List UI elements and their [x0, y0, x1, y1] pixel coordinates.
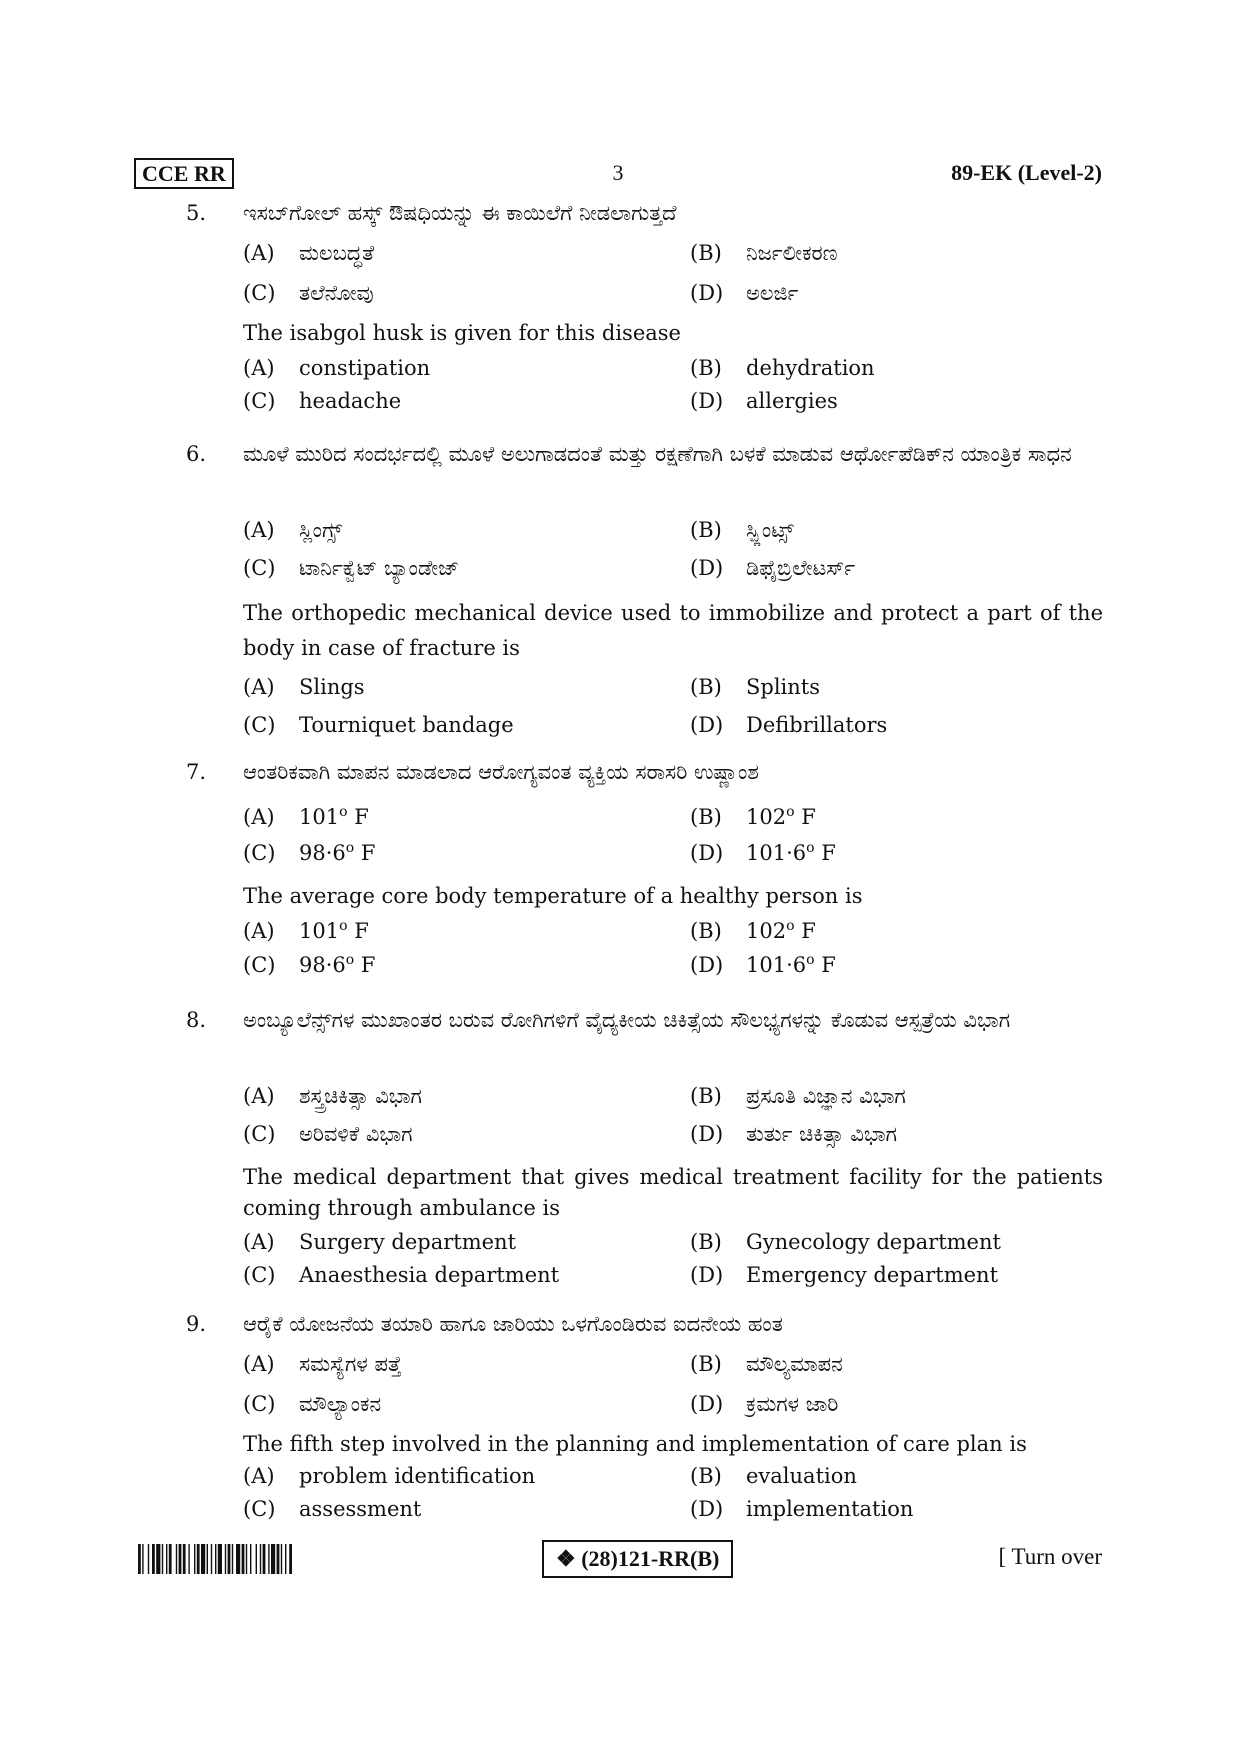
option-c: (C) $98\cdot 6^o$ F	[243, 840, 376, 865]
barcode-bar	[228, 1544, 231, 1574]
question-number: 6.	[186, 442, 207, 466]
option-b: (B) Splints	[690, 675, 821, 699]
question-number: 5.	[186, 201, 207, 225]
option-a: (A) Slings	[243, 675, 365, 699]
page-header	[134, 158, 1102, 192]
option-a: (A) Surgery department	[243, 1230, 517, 1254]
diamond-icon: ❖	[556, 1546, 576, 1571]
option-d: (D) Defibrillators	[690, 713, 888, 737]
option-b: (B) ನಿರ್ಜಲೀಕರಣ	[690, 241, 838, 265]
question-text-kn: ಆರೈಕೆ ಯೋಜನೆಯ ತಯಾರಿ ಹಾಗೂ ಜಾರಿಯು ಒಳಗೊಂಡಿರುವ ಐದನೇಯ ಹಂತ	[243, 1312, 783, 1336]
question-text-kn: ಅಂಬ್ಯೂಲೆನ್ಸ್‌ಗಳ ಮುಖಾಂತರ ಬರುವ ರೋಗಿಗಳಿಗೆ ವೈದ್ಯಕೀಯ ಚಿಕಿತ್ಸೆಯ ಸೌಲಭ್ಯಗಳನ್ನು ಕೊಡುವ ಆಸ್ಪತ್ರೆಯ ವಿಭಾಗ	[243, 1008, 1011, 1032]
option-a: (A) ಸ್ಲಿಂಗ್ಸ್	[243, 518, 343, 542]
barcode-bar	[232, 1544, 233, 1574]
barcode-bar	[152, 1544, 155, 1574]
paper-code: 89-EK (Level-2)	[951, 160, 1102, 185]
barcode-bar	[188, 1544, 189, 1574]
barcode-bar	[225, 1544, 226, 1574]
option-d: (D) ಅಲರ್ಜಿ	[690, 281, 799, 305]
barcode-bar	[218, 1544, 222, 1574]
barcode-bar	[148, 1544, 149, 1574]
barcode-bar	[271, 1544, 275, 1574]
option-a: (A) ಸಮಸ್ಯೆಗಳ ಪತ್ತೆ	[243, 1352, 402, 1376]
question-text-en: The medical department that gives medical treatment facility for the patients coming through ambulance is	[243, 1165, 1103, 1220]
barcode-bar	[256, 1544, 257, 1574]
barcode-bar	[156, 1544, 160, 1574]
barcode-bar	[281, 1544, 282, 1574]
option-a: (A) 101$^o$ F	[243, 918, 369, 943]
option-d: (D) $101\cdot 6^o$ F	[690, 952, 836, 977]
option-b: (B) evaluation	[690, 1464, 857, 1488]
option-b: (B) dehydration	[690, 356, 875, 380]
question-text-en: The isabgol husk is given for this disease	[243, 321, 681, 345]
option-c: (C) Anaesthesia department	[243, 1263, 560, 1287]
question-text-en: The orthopedic mechanical device used to immobilize and protect a part of the body in case of fracture is	[243, 601, 1103, 660]
option-a: (A) 101$^o$ F	[243, 804, 369, 829]
option-d: (D) ತುರ್ತು ಚಿಕಿತ್ಸಾ ವಿಭಾಗ	[690, 1122, 898, 1146]
option-a: (A) ಮಲಬದ್ಧತೆ	[243, 241, 375, 265]
barcode-bar	[246, 1544, 247, 1574]
barcode-bar	[242, 1544, 245, 1574]
barcode-bar	[138, 1544, 141, 1574]
option-d: (D) ಕ್ರಮಗಳ ಜಾರಿ	[690, 1392, 839, 1416]
turn-over-note: [ Turn over	[998, 1544, 1102, 1569]
barcode-bar	[211, 1544, 212, 1574]
question-text-kn: ಮೂಳೆ ಮುರಿದ ಸಂದರ್ಭದಲ್ಲಿ ಮೂಳೆ ಅಲುಗಾಡದಂತೆ ಮತ್ತು ರಕ್ಷಣೆಗಾಗಿ ಬಳಕೆ ಮಾಡುವ ಆರ್ಥೋಪೆಡಿಕ್‌ನ ಯಾಂತ್ರಿಕ ಸಾಧನ	[243, 442, 1072, 466]
option-b: (B) 102$^o$ F	[690, 918, 816, 943]
question-text-en: The average core body temperature of a healthy person is	[243, 884, 863, 908]
barcode-bar	[236, 1544, 240, 1574]
question-number: 7.	[186, 760, 207, 784]
barcode-bar	[268, 1544, 269, 1574]
option-d: (D) ಡಿಫೈಬ್ರಿಲೇಟರ್ಸ್	[690, 556, 856, 580]
barcode-bar	[260, 1544, 261, 1574]
barcode-bar	[197, 1544, 200, 1574]
barcode-bar	[142, 1544, 143, 1574]
option-d: (D) Emergency department	[690, 1263, 999, 1287]
barcode-bar	[263, 1544, 266, 1574]
option-c: (C) Tourniquet bandage	[243, 713, 514, 737]
barcode-bar	[162, 1544, 163, 1574]
barcode-bar	[201, 1544, 205, 1574]
barcode-bar	[250, 1544, 251, 1574]
option-d: (D) $101\cdot 6^o$ F	[690, 840, 836, 865]
option-c: (C) headache	[243, 389, 402, 413]
barcode-bar	[169, 1544, 172, 1574]
barcode-bar	[176, 1544, 177, 1574]
barcode-bar	[207, 1544, 208, 1574]
barcode-bar	[179, 1544, 182, 1574]
barcode-bar	[183, 1544, 186, 1574]
option-b: (B) ಪ್ರಸೂತಿ ವಿಜ್ಞಾನ ವಿಭಾಗ	[690, 1084, 906, 1108]
question-text-kn: ಆಂತರಿಕವಾಗಿ ಮಾಪನ ಮಾಡಲಾದ ಆರೋಗ್ಯವಂತ ವ್ಯಕ್ತಿಯ ಸರಾಸರಿ ಉಷ್ಣಾಂಶ	[243, 760, 759, 784]
question-number: 8.	[186, 1008, 207, 1032]
question-text-en: The fifth step involved in the planning and implementation of care plan is	[243, 1432, 1027, 1456]
page-footer	[134, 1540, 1102, 1580]
option-d: (D) implementation	[690, 1497, 914, 1521]
question-set-code: ❖ (28)121-RR(B)	[542, 1540, 733, 1578]
question-text-kn: ಇಸಬ್‌ಗೋಲ್ ಹಸ್ಕ್ ಔಷಧಿಯನ್ನು ಈ ಕಾಯಿಲೆಗೆ ನೀಡಲಾಗುತ್ತದೆ	[243, 201, 677, 225]
barcode-bar	[194, 1544, 195, 1574]
barcode-image	[138, 1544, 378, 1574]
option-a: (A) problem identification	[243, 1464, 536, 1488]
barcode-bar	[289, 1544, 292, 1574]
option-b: (B) ಸ್ಪ್ಲಿಂಟ್ಸ್	[690, 518, 794, 542]
option-c: (C) ಟಾರ್ನಿಕ್ವೆಟ್ ಬ್ಯಾಂಡೇಜ್	[243, 556, 460, 580]
barcode-bar	[285, 1544, 286, 1574]
option-b: (B) Gynecology department	[690, 1230, 1001, 1254]
barcode-bar	[166, 1544, 167, 1574]
option-b: (B) ಮೌಲ್ಯಮಾಪನ	[690, 1352, 843, 1376]
option-b: (B) 102$^o$ F	[690, 804, 816, 829]
option-d: (D) allergies	[690, 389, 838, 413]
barcode-bar	[215, 1544, 216, 1574]
option-c: (C) ಅರಿವಳಿಕೆ ವಿಭಾಗ	[243, 1122, 413, 1146]
page-number: 3	[612, 160, 624, 185]
option-c: (C) assessment	[243, 1497, 422, 1521]
option-c: (C) ಮೌಲ್ಯಾಂಕನ	[243, 1392, 382, 1416]
barcode-bar	[277, 1544, 280, 1574]
option-c: (C) $98\cdot 6^o$ F	[243, 952, 376, 977]
question-number: 9.	[186, 1312, 207, 1336]
option-a: (A) ಶಸ್ತ್ರಚಿಕಿತ್ಸಾ ವಿಭಾಗ	[243, 1084, 422, 1108]
exam-code-box: CCE RR	[134, 158, 234, 189]
option-a: (A) constipation	[243, 356, 431, 380]
option-c: (C) ತಲೆನೋವು	[243, 281, 374, 305]
